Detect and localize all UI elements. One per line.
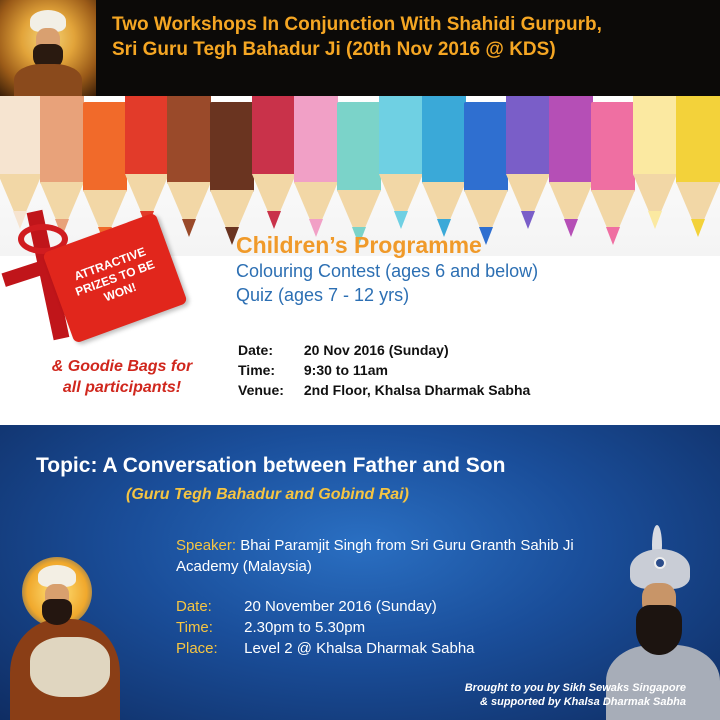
- talk-topic: Topic: A Conversation between Father and Son: [36, 454, 506, 477]
- childrens-programme-heading: Children’s Programme: [236, 232, 482, 258]
- guru-tegh-bahadur-image: [0, 557, 170, 720]
- talk-date-value: 20 November 2016 (Sunday): [244, 598, 437, 615]
- speaker-value: Bhai Paramjit Singh from Sri Guru Granth Sahib Ji Academy (Malaysia): [176, 537, 574, 575]
- speaker-line: [176, 535, 616, 577]
- gift-ribbon-image: [0, 210, 230, 345]
- talk-subtitle: (Guru Tegh Bahadur and Gobind Rai): [126, 486, 409, 503]
- talk-date-label: Date:: [176, 598, 212, 615]
- talk-time-value: 2.30pm to 5.30pm: [244, 619, 366, 636]
- goodie-bags-note: [22, 356, 222, 398]
- kids-date-label: Date:: [238, 342, 274, 358]
- goodie-line1: & Goodie Bags for: [51, 358, 193, 375]
- childrens-programme-section: [0, 200, 720, 425]
- talk-place-value: Level 2 @ Khalsa Dharmak Sabha: [244, 640, 475, 657]
- speaker-label: Speaker:: [176, 537, 237, 554]
- talk-time-label: Time:: [176, 619, 213, 636]
- talk-date-row: [176, 598, 437, 615]
- kids-time-row: [238, 362, 388, 378]
- goodie-line2: all participants!: [62, 379, 182, 396]
- credit-line2: & supported by Khalsa Dharmak Sabha: [480, 696, 686, 708]
- kids-time-label: Time:: [238, 362, 276, 378]
- header-title-line1: Two Workshops In Conjunction With Shahidi Gurpurb,: [112, 14, 602, 35]
- prize-tag-text: ATTRACTIVE PRIZES TO BE WON!: [72, 244, 157, 304]
- kids-time-value: 9:30 to 11am: [303, 362, 388, 378]
- kids-date-value: 20 Nov 2016 (Sunday): [303, 342, 449, 358]
- talk-place-row: [176, 640, 475, 657]
- talk-place-label: Place:: [176, 640, 218, 657]
- header-banner: [0, 0, 720, 96]
- kids-date-row: [238, 342, 449, 358]
- kids-venue-label: Venue:: [238, 382, 284, 398]
- credit-line1: Brought to you by Sikh Sewaks Singapore: [464, 682, 686, 694]
- kids-venue-value: 2nd Floor, Khalsa Dharmak Sabha: [303, 382, 531, 398]
- talk-section: [0, 425, 720, 720]
- kids-venue-row: [238, 382, 530, 398]
- guru-portrait-image: [0, 0, 96, 96]
- quiz-line: Quiz (ages 7 - 12 yrs): [236, 285, 410, 305]
- header-title: [112, 12, 712, 62]
- credits: [346, 681, 686, 709]
- colouring-contest-line: Colouring Contest (ages 6 and below): [236, 261, 539, 281]
- talk-time-row: [176, 619, 365, 636]
- header-title-line2: Sri Guru Tegh Bahadur Ji (20th Nov 2016 @ KDS): [112, 39, 556, 60]
